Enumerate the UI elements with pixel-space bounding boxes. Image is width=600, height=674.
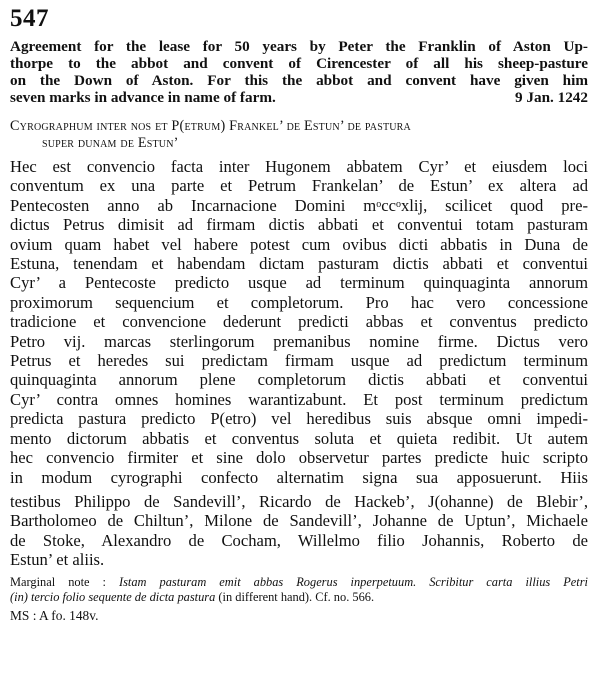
roman-superscript: o [395,198,401,210]
marginal-label: Marginal note : [10,574,106,589]
witness-line: de Stoke, Alexandro de Cocham, Willelmo filio Johannis, Roberto de [10,530,588,550]
summary-line: thorpe to the abbot and convent of Cirencester of all his sheep-pasture [10,55,588,72]
marginal-plain: (in different hand). Cf. no. 566. [215,589,375,604]
text-line: Petro vij. marcas sterlingorum premanibus nomine firme. Dictus vero [10,331,588,351]
witness-list [10,492,588,570]
summary-line-text: seven marks in advance in name of farm. [10,89,276,106]
heading-line: Cyrographum inter nos et P(etrum) Frankel’ de Estun’ de pastura [10,118,411,134]
roman-superscript: o [376,198,382,210]
text-line: in modum cyrographi confecto alternatim signa sua apposuerunt. Hiis [10,467,588,487]
text-fragment: xlij, scilicet quod pre- [400,195,588,215]
document-number: 547 [10,5,49,32]
text-line: Cyr’ a Pentecoste predicto usque ad terminum quinquaginta annorum [10,273,588,293]
text-line-date [10,196,588,215]
text-line: proximorum sequencium et completorum. Pro hac vero concessione [10,292,588,312]
summary-line: on the Down of Aston. For this the abbot and convent have given him [10,72,588,89]
text-fragment: Pentecosten anno ab Incarnacione Domini m [10,195,377,215]
text-line: hec convencio firmiter et sine dolo observetur partes predicte huic scripto [10,448,588,468]
text-line: conventum ex una parte et Petrum Frankelan’ de Estun’ ex altera ad [10,176,588,196]
marginal-italic: (in) tercio folio sequente de dicta pastura [10,589,216,604]
witness-line: testibus Philippo de Sandevill’, Ricardo de Hackeb’, J(ohanne) de Blebir’, [10,491,588,511]
text-line: Hec est convencio facta inter Hugonem abbatem Cyr’ et eiusdem loci [10,157,588,176]
text-line: Cyr’ contra omnes homines warantizabunt. Et post terminum predictum [10,389,588,409]
charter-text [10,157,588,487]
text-line: Petrus et heredes sui predictam firmam usque ad predictum terminum [10,351,588,371]
text-line: Estuna, tenendam et habendam dictam pasturam dictis abbati et conventui [10,254,588,274]
marginal-italic: Istam pasturam emit abbas Rogerus inperpetuum. Scribitur carta illius Petri [118,574,588,589]
manuscript-reference: MS : A fo. 148v. [10,607,99,623]
witness-line: Estun’ et aliis. [10,550,105,570]
marginal-line [10,590,588,605]
summary-line: Agreement for the lease for 50 years by Peter the Franklin of Aston Up- [10,38,588,55]
text-line: predicta pastura predicto P(etro) vel heredibus suis absque omni impedi- [10,409,588,429]
text-line: ovium quam habet vel habere potest cum ovibus dicti abbatis in Duna de [10,234,588,254]
summary-date: 9 Jan. 1242 [515,89,588,106]
heading-line: super dunam de Estun’ [42,135,179,151]
marginal-line [10,575,588,590]
document-summary [10,38,588,106]
summary-line-last [10,89,588,106]
text-line: tradicione et convencione dederunt predicti abbas et conventus predicto [10,312,588,332]
text-line: dictus Petrus dimisit ad firmam dictis abbati et conventui totam pasturam [10,215,588,235]
text-line: quinquaginta annorum plene completorum dictis abbati et conventui [10,370,588,390]
witness-line: Bartholomeo de Chiltun’, Milone de Sandevill’, Johanne de Uptun’, Michaele [10,511,588,531]
marginal-note [10,575,588,605]
charter-heading [10,118,588,152]
roman-c: cc [381,195,396,215]
text-line: mento dictorum abbatis et conventus soluta et quieta redibit. Ut autem [10,428,588,448]
